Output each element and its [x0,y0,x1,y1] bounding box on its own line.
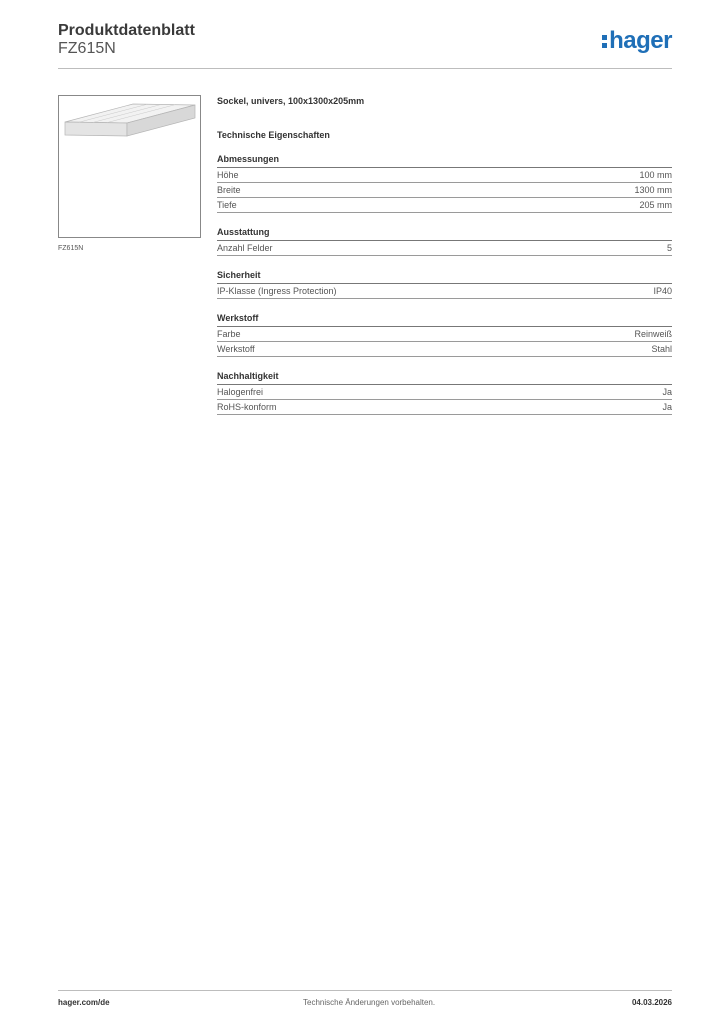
section-equipment [217,227,672,256]
footer-date: 04.03.2026 [631,998,672,1007]
logo-text: hager [609,27,672,54]
spec-row [217,327,672,342]
page-title: Produktdatenblatt [58,22,195,39]
spec-label: IP-Klasse (Ingress Protection) [217,286,337,296]
section-dimensions [217,154,672,213]
header-divider [58,68,672,69]
section-title: Nachhaltigkeit [217,371,672,385]
product-title: Sockel, univers, 100x1300x205mm [217,96,365,106]
spec-value: 205 mm [639,200,672,210]
section-material [217,313,672,357]
plinth-icon [59,96,200,237]
image-caption: FZ615N [58,245,84,252]
spec-row [217,198,672,213]
product-code: FZ615N [58,40,116,57]
footer-divider [58,990,672,991]
spec-label: Anzahl Felder [217,243,273,253]
section-safety [217,270,672,299]
brand-logo [602,27,672,55]
spec-value: 100 mm [639,170,672,180]
spec-row [217,183,672,198]
logo-dots-icon [602,33,607,49]
spec-label: Tiefe [217,200,237,210]
spec-content [217,96,672,415]
spec-value: 5 [666,243,672,253]
section-title: Ausstattung [217,227,672,241]
spec-label: Werkstoff [217,344,255,354]
tech-heading: Technische Eigenschaften [217,130,330,140]
spec-value: Ja [662,402,672,412]
spec-label: Halogenfrei [217,387,264,397]
spec-label: RoHS-konform [217,402,277,412]
section-sustainability [217,371,672,415]
section-title: Werkstoff [217,313,672,327]
spec-value: Reinweiß [634,329,672,339]
spec-value: Ja [662,387,672,397]
spec-label: Breite [217,185,241,195]
product-image [58,95,201,238]
footer-notice: Technische Änderungen vorbehalten. [303,998,436,1007]
spec-row [217,284,672,299]
section-title: Abmessungen [217,154,672,168]
section-title: Sicherheit [217,270,672,284]
spec-label: Höhe [217,170,239,180]
footer-website-link[interactable]: hager.com/de [58,998,110,1007]
spec-row [217,400,672,415]
spec-label: Farbe [217,329,241,339]
spec-row [217,241,672,256]
spec-value: IP40 [653,286,672,296]
spec-row [217,342,672,357]
spec-value: 1300 mm [634,185,672,195]
spec-value: Stahl [651,344,672,354]
spec-row [217,168,672,183]
spec-row [217,385,672,400]
